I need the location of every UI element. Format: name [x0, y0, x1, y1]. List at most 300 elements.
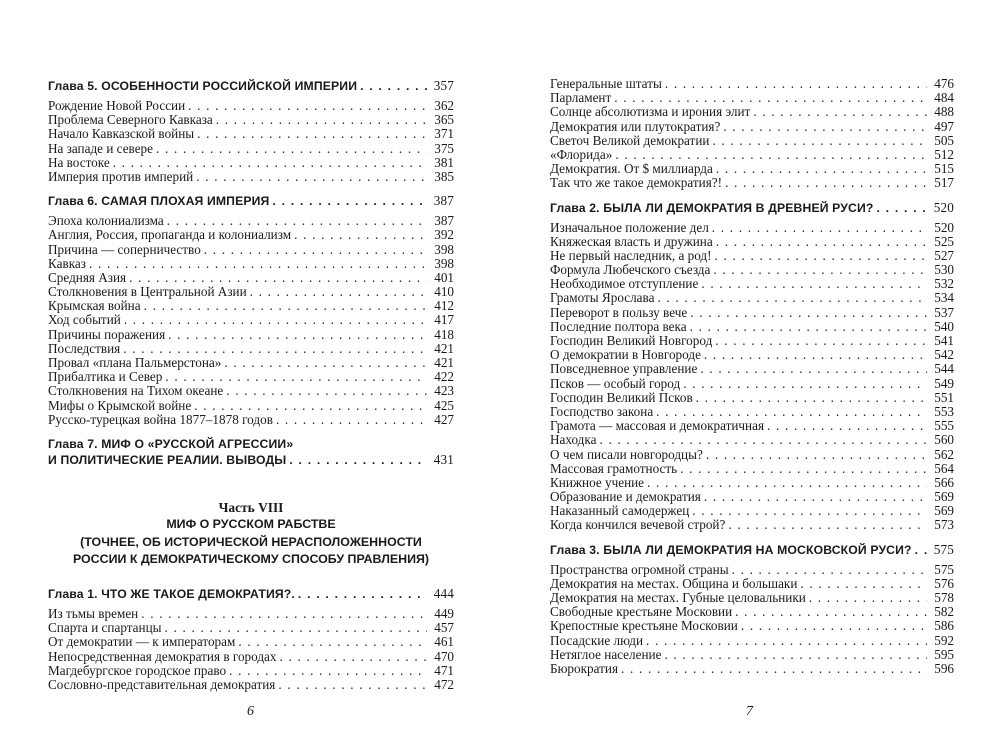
item-title: На востоке: [48, 154, 110, 170]
page-ref: 431: [433, 451, 454, 467]
page-ref: 357: [433, 78, 454, 93]
toc-item: [550, 476, 954, 490]
toc-item: [48, 413, 454, 427]
dot-leader: [704, 348, 927, 362]
toc-item: [550, 619, 954, 633]
spacer: [550, 191, 954, 201]
page-ref: 417: [434, 312, 454, 328]
toc-item: [48, 170, 454, 184]
page-ref: 596: [934, 660, 954, 676]
dot-leader: [712, 221, 927, 235]
dot-leader: [723, 120, 927, 134]
page-ref: 410: [434, 284, 454, 300]
page-ref: 505: [934, 132, 954, 148]
section-list-ch2: [550, 221, 954, 533]
part-title-line: (ТОЧНЕЕ, ОБ ИСТОРИЧЕСКОЙ НЕРАСПОЛОЖЕННОСТИ: [80, 534, 422, 549]
dot-leader: [690, 306, 927, 320]
chapter-title: И ПОЛИТИЧЕСКИЕ РЕАЛИИ. ВЫВОДЫ: [48, 452, 287, 467]
chapter-title: Глава 2. БЫЛА ЛИ ДЕМОКРАТИЯ В ДРЕВНЕЙ РУСИ?: [550, 200, 874, 215]
page-ref: 541: [934, 333, 954, 348]
page-ref: 385: [434, 168, 454, 184]
toc-item: [48, 214, 454, 228]
toc-item: [550, 291, 954, 305]
dot-leader: [89, 257, 427, 271]
page-ref: 461: [434, 634, 454, 650]
toc-item: [550, 362, 954, 376]
dot-leader: [280, 650, 427, 664]
toc-item: [550, 277, 954, 291]
dot-leader: [156, 142, 427, 156]
dot-leader: [715, 249, 927, 263]
page-ref: 560: [934, 432, 954, 448]
toc-item: [48, 635, 454, 649]
page-ref: 488: [934, 104, 954, 120]
dot-leader: [614, 91, 927, 105]
dot-leader: [690, 320, 927, 334]
item-title: Необходимое отступление: [550, 276, 699, 292]
toc-item: [48, 285, 454, 299]
item-title: Демократия. От $ миллиарда: [550, 161, 713, 177]
toc-item: [550, 518, 954, 532]
chapter-heading-7-line1: Глава 7. МИФ О «РУССКОЙ АГРЕССИИ»: [48, 436, 294, 451]
page-ref: 520: [933, 199, 954, 215]
page-ref: 527: [934, 247, 954, 263]
item-title: Формула Любечского съезда: [550, 262, 711, 278]
chapter-heading-2: [550, 201, 954, 217]
dot-leader: [683, 377, 927, 391]
part-title-line: МИФ О РУССКОМ РАБСТВЕ: [166, 517, 336, 532]
toc-item: [550, 448, 954, 462]
dot-leader: [197, 127, 427, 141]
toc-right: [550, 77, 954, 676]
page-ref: 532: [934, 276, 954, 292]
toc-item: [48, 271, 454, 285]
chapter-heading-1: [48, 587, 454, 603]
toc-item: [550, 591, 954, 605]
page-ref: 425: [434, 397, 454, 413]
dot-leader: [753, 105, 927, 119]
toc-item: [550, 162, 954, 176]
dot-leader: [204, 243, 427, 257]
part-heading: [48, 499, 454, 569]
item-title: Прибалтика и Север: [48, 369, 163, 385]
dot-leader: [144, 299, 427, 313]
page-ref: 530: [934, 262, 954, 278]
page-ref: 398: [434, 241, 454, 257]
page-ref: 392: [434, 227, 454, 243]
page-ref: 540: [934, 318, 954, 334]
page-ref: 544: [934, 361, 954, 377]
page-ref: 422: [434, 369, 454, 385]
dot-leader: [696, 391, 927, 405]
page-ref: 525: [934, 233, 954, 249]
dot-leader: [732, 563, 927, 577]
dot-leader: [656, 405, 927, 419]
item-title: Наказанный самодержец: [550, 503, 690, 519]
toc-item: [48, 127, 454, 141]
dot-leader: [700, 362, 927, 376]
dot-leader: [196, 170, 427, 184]
page-ref: 578: [934, 590, 954, 605]
item-title: Книжное учение: [550, 474, 645, 490]
dot-leader: [194, 399, 427, 413]
item-title: Начало Кавказской войны: [48, 126, 195, 142]
dot-leader: [728, 518, 927, 532]
item-title: Солнце абсолютизма и ирония элит: [550, 104, 751, 120]
chapter-heading-6: [48, 194, 454, 210]
item-title: Господин Великий Новгород: [550, 333, 713, 348]
toc-item: [550, 348, 954, 362]
chapter-title: Глава 5. ОСОБЕННОСТИ РОССИЙСКОЙ ИМПЕРИИ: [48, 79, 358, 93]
item-title: Из тьмы времен: [48, 605, 139, 621]
dot-leader: [665, 77, 927, 91]
item-title: Нетяглое население: [550, 646, 662, 662]
dot-leader: [229, 664, 427, 678]
toc-item: [48, 399, 454, 413]
item-title: Крепостные крестьяне Московии: [550, 618, 738, 634]
toc-item: [550, 176, 954, 190]
page-ref: 423: [434, 383, 454, 399]
item-title: Демократия или плутократия?: [550, 118, 721, 134]
page-ref: 449: [434, 605, 454, 621]
dot-leader: [298, 587, 427, 601]
page-ref: 484: [934, 90, 954, 106]
page-ref: 520: [934, 219, 954, 235]
page-ref: 595: [934, 646, 954, 662]
page-ref: 381: [434, 154, 454, 170]
page-ref: 427: [434, 411, 454, 427]
item-title: Светоч Великой демократии: [550, 132, 710, 148]
toc-item: [48, 142, 454, 156]
dot-leader: [165, 621, 428, 635]
item-title: Массовая грамотность: [550, 460, 678, 476]
chapter-title: Глава 6. САМАЯ ПЛОХАЯ ИМПЕРИЯ: [48, 194, 270, 209]
item-title: Посадские люди: [550, 632, 644, 648]
item-title: Бюрократия: [550, 660, 619, 676]
page-number-left: 6: [247, 704, 254, 719]
toc-item: [550, 105, 954, 119]
section-list-ch5: [48, 99, 454, 184]
toc-item: [48, 384, 454, 398]
toc-item: [550, 405, 954, 419]
dot-leader: [704, 490, 927, 504]
item-title: Кавказ: [48, 255, 86, 271]
page-ref: 457: [434, 620, 454, 636]
page-ref: 471: [434, 662, 454, 678]
toc-item: [550, 634, 954, 648]
dot-leader: [716, 235, 927, 249]
item-title: О демократии в Новгороде: [550, 347, 701, 363]
dot-leader: [715, 334, 927, 348]
item-title: Княжеская власть и дружина: [550, 233, 713, 249]
page-ref: 575: [934, 561, 954, 577]
dot-leader: [123, 342, 427, 356]
toc-item: [48, 228, 454, 242]
dot-leader: [646, 634, 927, 648]
spacer: [48, 184, 454, 194]
page-ref: 412: [434, 298, 454, 314]
item-title: Господство закона: [550, 403, 654, 419]
page-ref: 418: [434, 326, 454, 342]
toc-item: [550, 605, 954, 619]
dot-leader: [599, 433, 927, 447]
dot-leader: [278, 678, 427, 692]
toc-item: [48, 607, 454, 621]
toc-item: [48, 328, 454, 342]
dot-leader: [216, 113, 427, 127]
toc-item: [48, 313, 454, 327]
page-ref: 569: [934, 489, 954, 505]
toc-item: [48, 99, 454, 113]
toc-item: [48, 342, 454, 356]
item-title: Причины поражения: [48, 326, 166, 342]
dot-leader: [800, 577, 927, 591]
item-title: Псков — особый город: [550, 375, 681, 391]
toc-left: [48, 79, 454, 692]
page-ref: 573: [934, 517, 954, 533]
item-title: Свободные крестьяне Московии: [550, 604, 733, 620]
dot-leader: [664, 648, 927, 662]
dot-leader: [226, 384, 427, 398]
page-ref: 365: [434, 112, 454, 128]
toc-item: [550, 221, 954, 235]
item-title: Мифы о Крымской войне: [48, 397, 192, 413]
dot-leader: [289, 453, 427, 467]
item-title: Парламент: [550, 90, 612, 106]
toc-item: [550, 419, 954, 433]
item-title: Последние полтора века: [550, 318, 687, 334]
item-title: Переворот в пользу вече: [550, 304, 688, 320]
dot-leader: [712, 134, 927, 148]
dot-leader: [725, 176, 927, 190]
toc-item: [48, 650, 454, 664]
item-title: Столкновения на Тихом океане: [48, 383, 224, 399]
toc-item: [48, 243, 454, 257]
item-title: От демократии — к императорам: [48, 634, 236, 650]
page-ref: 371: [434, 126, 454, 142]
part-number: Часть VIII: [218, 499, 284, 515]
page-ref: 562: [934, 446, 954, 462]
item-title: Средняя Азия: [48, 269, 127, 285]
page-ref: 569: [934, 503, 954, 519]
toc-item: [550, 320, 954, 334]
toc-item: [48, 299, 454, 313]
toc-item: [550, 120, 954, 134]
toc-item: [550, 490, 954, 504]
toc-item: [550, 77, 954, 91]
item-title: Господин Великий Псков: [550, 389, 693, 405]
dot-leader: [272, 194, 427, 208]
item-title: Грамота — массовая и демократичная: [550, 418, 765, 434]
page-ref: 515: [934, 161, 954, 177]
toc-item: [48, 621, 454, 635]
dot-leader: [735, 605, 927, 619]
page-ref: 387: [433, 193, 454, 209]
toc-item: [550, 235, 954, 249]
page-ref: 551: [934, 389, 954, 405]
item-title: Столкновения в Центральной Азии: [48, 284, 247, 300]
item-title: Грамоты Ярослава: [550, 290, 655, 306]
toc-item: [550, 377, 954, 391]
item-title: Пространства огромной страны: [550, 561, 729, 577]
chapter-title: Глава 1. ЧТО ЖЕ ТАКОЕ ДЕМОКРАТИЯ?.: [48, 586, 295, 601]
item-title: Империя против империй: [48, 168, 194, 184]
toc-item: [48, 156, 454, 170]
item-title: Когда кончился вечевой строй?: [550, 517, 726, 533]
toc-item: [550, 504, 954, 518]
page-ref: 549: [934, 375, 954, 391]
page-ref: 398: [434, 255, 454, 271]
page-ref: 497: [934, 118, 954, 134]
toc-item: [550, 306, 954, 320]
spacer: [550, 533, 954, 543]
page-number-right: 7: [746, 704, 753, 719]
item-title: Эпоха колониализма: [48, 213, 164, 229]
dot-leader: [250, 285, 427, 299]
toc-item: [550, 462, 954, 476]
page-ref: 555: [934, 418, 954, 434]
page-ref: 582: [934, 604, 954, 620]
page-ref: 362: [434, 98, 454, 113]
item-title: Повседневное управление: [550, 361, 698, 377]
dot-leader: [657, 291, 927, 305]
item-title: Непосредственная демократия в городах: [48, 648, 277, 664]
dot-leader: [129, 271, 427, 285]
item-title: На западе и севере: [48, 140, 154, 156]
page-ref: 592: [934, 632, 954, 648]
item-title: Рождение Новой России: [48, 98, 186, 113]
item-title: Русско-турецкая война 1877–1878 годов: [48, 411, 273, 427]
dot-leader: [276, 413, 427, 427]
dot-leader: [701, 277, 927, 291]
dot-leader: [238, 635, 427, 649]
page-ref: 512: [934, 146, 954, 162]
page-ref: 375: [434, 140, 454, 156]
item-title: Последствия: [48, 340, 121, 356]
item-title: Образование и демократия: [550, 489, 701, 505]
dot-leader: [767, 419, 927, 433]
section-list-ch1-continued: [550, 77, 954, 191]
item-title: Крымская война: [48, 298, 141, 314]
chapter-heading-3: [550, 543, 954, 559]
dot-leader: [294, 228, 427, 242]
toc-item: [550, 148, 954, 162]
page-ref: 421: [434, 340, 454, 356]
dot-leader: [360, 79, 427, 93]
item-title: Ход событий: [48, 312, 121, 328]
item-title: Сословно-представительная демократия: [48, 676, 276, 692]
item-title: Проблема Северного Кавказа: [48, 112, 213, 128]
page-ref: 476: [934, 76, 954, 91]
toc-item: [550, 662, 954, 676]
dot-leader: [741, 619, 927, 633]
dot-leader: [713, 263, 927, 277]
toc-item: [550, 577, 954, 591]
item-title: О чем писали новгородцы?: [550, 446, 703, 462]
dot-leader: [680, 462, 927, 476]
item-title: Причина — соперничество: [48, 241, 201, 257]
toc-item: [48, 678, 454, 692]
page-ref: 534: [934, 290, 954, 306]
page-ref: 576: [934, 575, 954, 591]
dot-leader: [141, 607, 427, 621]
section-list-ch3: [550, 563, 954, 677]
toc-item: [48, 257, 454, 271]
toc-item: [550, 563, 954, 577]
item-title: Провал «плана Пальмерстона»: [48, 355, 222, 370]
dot-leader: [706, 448, 927, 462]
page-ref: 564: [934, 460, 954, 476]
page-ref: 472: [434, 676, 454, 692]
page-ref: 542: [934, 347, 954, 363]
toc-item: [550, 263, 954, 277]
chapter-title: Глава 3. БЫЛА ЛИ ДЕМОКРАТИЯ НА МОСКОВСКОЙ РУСИ?: [550, 542, 912, 557]
dot-leader: [113, 156, 427, 170]
dot-leader: [621, 662, 927, 676]
toc-item: [48, 664, 454, 678]
toc-item: [550, 391, 954, 405]
chapter-heading-7: [48, 453, 454, 469]
item-title: Магдебургское городское право: [48, 662, 227, 678]
dot-leader: [615, 148, 927, 162]
item-title: Спарта и спартанцы: [48, 620, 162, 636]
part-title-line: РОССИИ К ДЕМОКРАТИЧЕСКОМУ СПОСОБУ ПРАВЛЕНИЯ): [72, 552, 430, 567]
dot-leader: [692, 504, 927, 518]
page-ref: 387: [434, 213, 454, 229]
toc-item: [550, 91, 954, 105]
right-page: [500, 0, 1000, 750]
page-ref: 444: [433, 585, 454, 601]
item-title: «Флорида»: [550, 146, 613, 162]
dot-leader: [188, 99, 427, 113]
page-ref: 517: [934, 175, 954, 191]
item-title: Демократия на местах. Община и большаки: [550, 575, 798, 591]
section-list-ch6: [48, 214, 454, 427]
page-ref: 586: [934, 618, 954, 634]
toc-item: [550, 334, 954, 348]
toc-item: [550, 433, 954, 447]
toc-item: [48, 356, 454, 370]
toc-item: [550, 134, 954, 148]
dot-leader: [877, 201, 928, 215]
item-title: Не первый наследник, а род!: [550, 247, 712, 263]
toc-item: [48, 370, 454, 384]
item-title: Демократия на местах. Губные целовальники: [550, 590, 806, 605]
dot-leader: [647, 476, 927, 490]
spacer: [48, 427, 454, 437]
dot-leader: [124, 313, 427, 327]
item-title: Генеральные штаты: [550, 76, 662, 91]
dot-leader: [224, 356, 427, 370]
item-title: Так что же такое демократия?!: [550, 175, 723, 191]
toc-item: [550, 648, 954, 662]
dot-leader: [809, 591, 927, 605]
page-ref: 470: [434, 648, 454, 664]
item-title: Англия, Россия, пропаганда и колониализм: [48, 227, 292, 243]
item-title: Изначальное положение дел: [550, 219, 709, 235]
dot-leader: [716, 162, 927, 176]
chapter-heading-5: [48, 79, 454, 95]
page-ref: 575: [933, 541, 954, 557]
dot-leader: [168, 328, 427, 342]
page-ref: 421: [434, 355, 454, 370]
toc-item: [550, 249, 954, 263]
page-ref: 553: [934, 403, 954, 419]
dot-leader: [915, 543, 927, 557]
page-ref: 566: [934, 474, 954, 490]
item-title: Находка: [550, 432, 597, 448]
page-ref: 401: [434, 269, 454, 285]
